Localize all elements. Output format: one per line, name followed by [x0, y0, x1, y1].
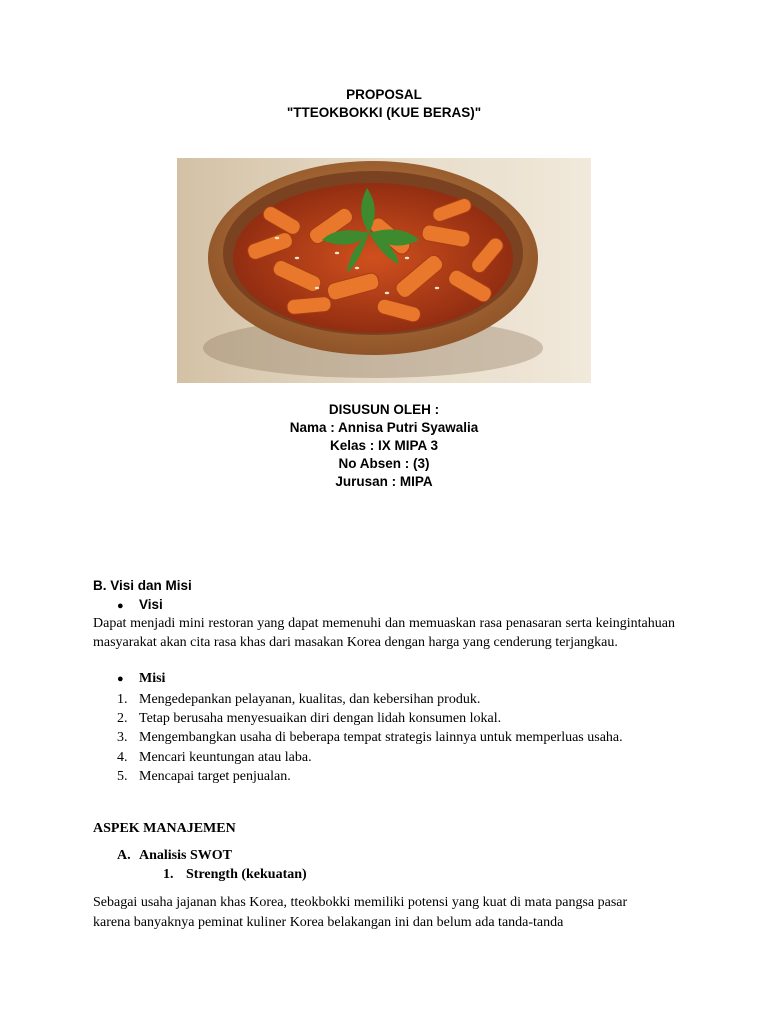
- tteokbokki-bowl-photo: [177, 158, 591, 383]
- subheading-strength: [163, 867, 307, 883]
- subheading-text: Analisis SWOT: [139, 848, 232, 863]
- subheading-number: 1.: [163, 867, 174, 882]
- list-item: [93, 767, 623, 786]
- author-name: Nama : Annisa Putri Syawalia: [289, 420, 479, 435]
- list-text: Mengembangkan usaha di beberapa tempat strategis lainnya untuk memperluas usaha.: [139, 730, 623, 746]
- visi-paragraph: Dapat menjadi mini restoran yang dapat memenuhi dan memuaskan rasa penasaran serta keingintahuan masyarakat akan cita rasa khas dari masakan Korea dengan harga yang cenderung terjangkau.: [93, 616, 675, 650]
- list-item: [93, 728, 623, 747]
- visi-bullet-row: [117, 597, 163, 612]
- food-photo-graphic: [177, 158, 591, 383]
- author-class: Kelas : IX MIPA 3: [329, 438, 439, 453]
- list-number: 2.: [117, 711, 128, 727]
- doc-subtitle: "TTEOKBOKKI (KUE BERAS)": [286, 105, 482, 120]
- subheading-letter: A.: [117, 848, 131, 863]
- doc-title: PROPOSAL: [346, 87, 422, 102]
- list-number: 4.: [117, 749, 128, 765]
- visi-label: Visi: [139, 597, 163, 612]
- author-heading: DISUSUN OLEH :: [328, 402, 440, 417]
- author-absen: No Absen : (3): [338, 456, 430, 471]
- list-number: 1.: [117, 692, 128, 707]
- misi-list: [93, 690, 623, 786]
- misi-bullet-row: [117, 671, 165, 687]
- list-number: 5.: [117, 768, 128, 784]
- bullet-icon: ●: [117, 600, 124, 612]
- section-heading-visi-misi: B. Visi dan Misi: [93, 578, 192, 593]
- list-number: 3.: [117, 730, 128, 746]
- list-text: Mencapai target penjualan.: [139, 768, 291, 784]
- list-item: [93, 690, 623, 709]
- bullet-icon: ●: [117, 673, 124, 685]
- misi-label: Misi: [139, 671, 166, 686]
- strength-paragraph: Sebagai usaha jajanan khas Korea, tteokbokki memiliki potensi yang kuat di mata pangsa pasar karena banyaknya peminat kuliner Korea belakangan ini dan belum ada tanda-tanda: [93, 895, 628, 930]
- subheading-analisis-swot: [117, 848, 232, 864]
- list-text: Mencari keuntungan atau laba.: [139, 749, 312, 765]
- section-heading-aspek-manajemen: ASPEK MANAJEMEN: [93, 821, 236, 836]
- list-item: [93, 748, 623, 767]
- author-block: [0, 401, 768, 491]
- title-block: [0, 86, 768, 122]
- list-text: Tetap berusaha menyesuaikan diri dengan lidah konsumen lokal.: [139, 711, 502, 727]
- list-item: [93, 709, 623, 728]
- list-text: Mengedepankan pelayanan, kualitas, dan kebersihan produk.: [139, 692, 481, 707]
- author-jurusan: Jurusan : MIPA: [335, 474, 433, 489]
- subheading-text: Strength (kekuatan): [186, 867, 307, 882]
